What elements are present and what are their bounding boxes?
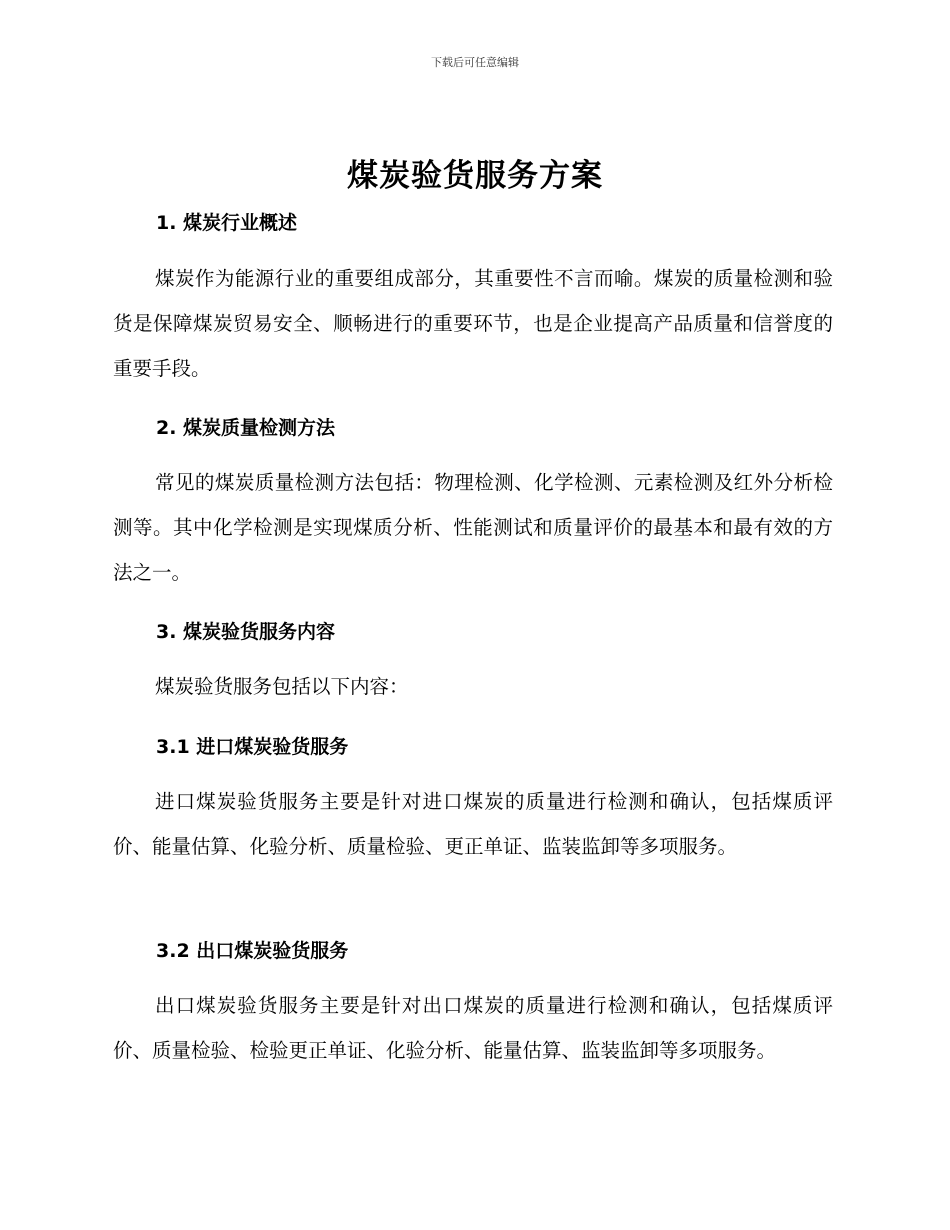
document-title: 煤炭验货服务方案 (347, 158, 603, 194)
section-paragraph-3-1: 进口煤炭验货服务主要是针对进口煤炭的质量进行检测和确认，包括煤质评价、能量估算、化验分析、质量检验、更正单证、监装监卸等多项服务。 (113, 790, 833, 858)
section-heading-2: 2. 煤炭质量检测方法 (156, 417, 336, 439)
section-paragraph-2: 常见的煤炭质量检测方法包括：物理检测、化学检测、元素检测及红外分析检测等。其中化学检测是实现煤质分析、性能测试和质量评价的最基本和最有效的方法之一。 (113, 471, 833, 584)
section-paragraph-1: 煤炭作为能源行业的重要组成部分，其重要性不言而喻。煤炭的质量检测和验货是保障煤炭贸易安全、顺畅进行的重要环节，也是企业提高产品质量和信誉度的重要手段。 (113, 267, 833, 380)
section-heading-3-1: 3.1 进口煤炭验货服务 (156, 736, 349, 758)
page-header-note: 下载后可任意编辑 (431, 56, 519, 69)
section-heading-3-2: 3.2 出口煤炭验货服务 (156, 940, 349, 962)
section-heading-1: 1. 煤炭行业概述 (156, 212, 298, 234)
section-paragraph-3-2: 出口煤炭验货服务主要是针对出口煤炭的质量进行检测和确认，包括煤质评价、质量检验、检验更正单证、化验分析、能量估算、监装监卸等多项服务。 (113, 994, 833, 1062)
section-paragraph-3: 煤炭验货服务包括以下内容： (155, 675, 409, 698)
section-heading-3: 3. 煤炭验货服务内容 (156, 621, 336, 643)
